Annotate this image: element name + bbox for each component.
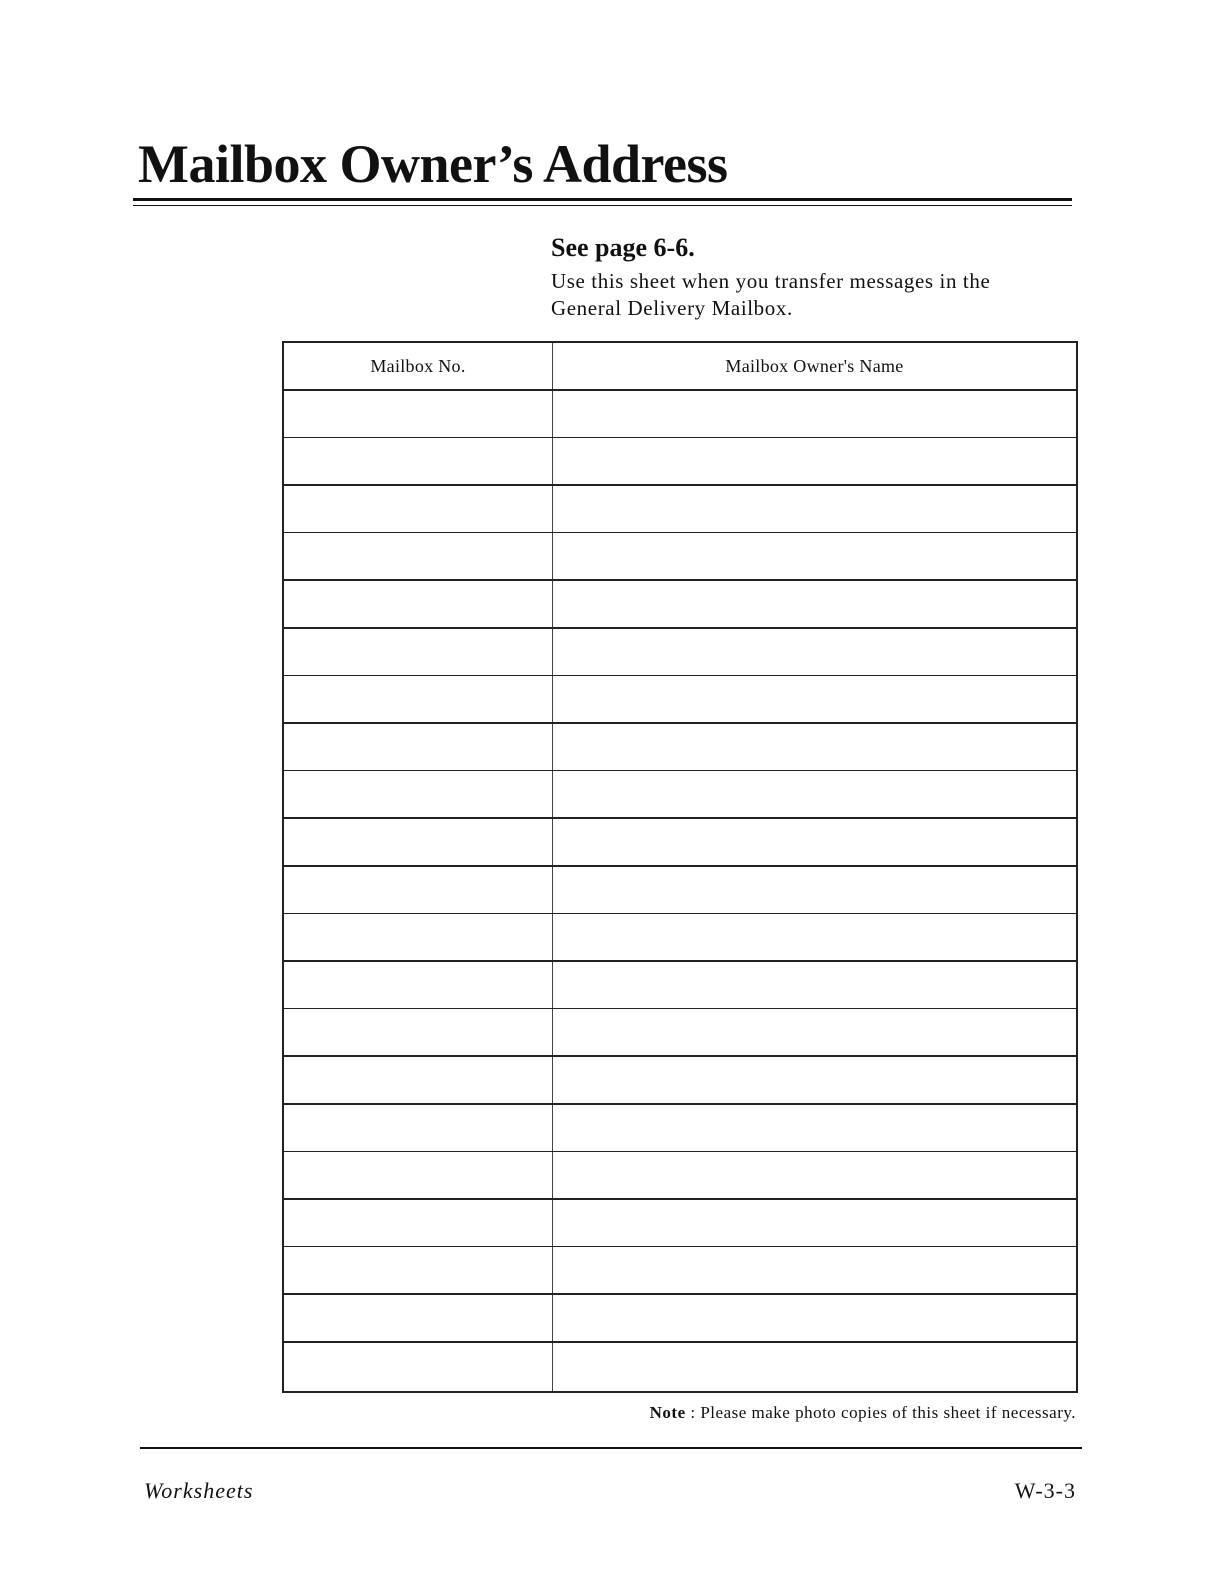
table-row [284,724,1076,770]
column-header-owner-name: Mailbox Owner's Name [725,356,904,376]
table-row [284,486,1076,532]
title-rule-thin [133,205,1072,206]
table-row [284,914,1076,960]
intro-text [551,268,1061,322]
page-reference: See page 6-6. [551,233,695,262]
footer-section-name: Worksheets [144,1478,254,1503]
table-row [284,629,1076,675]
table-row [284,1295,1076,1341]
table-row [284,533,1076,579]
table-row [284,391,1076,437]
table-row [284,438,1076,484]
table-row [284,676,1076,722]
table-row [284,867,1076,913]
table-row [284,581,1076,627]
table-row [284,962,1076,1008]
note-label: Note [649,1403,686,1422]
footer-rule [140,1447,1082,1449]
table-row [284,1343,1076,1389]
table-row [284,1200,1076,1246]
table-row [284,1105,1076,1151]
footer-page-number: W-3-3 [1014,1478,1076,1503]
table-row [284,1247,1076,1293]
column-header-mailbox-no: Mailbox No. [370,356,466,376]
table-row [284,1152,1076,1198]
note-text: Please make photo copies of this sheet if necessary. [700,1403,1076,1422]
note-separator: : [685,1403,701,1422]
table-row [284,771,1076,817]
table-row [284,1057,1076,1103]
table-row [284,819,1076,865]
intro-line: General Delivery Mailbox. [551,296,793,320]
title-rule [133,198,1072,201]
page-title: Mailbox Owner’s Address [138,134,728,194]
footnote [566,1403,1076,1423]
intro-line: Use this sheet when you transfer messages in the [551,269,991,293]
mailbox-owner-table [282,341,1078,1393]
table-row [284,1009,1076,1055]
